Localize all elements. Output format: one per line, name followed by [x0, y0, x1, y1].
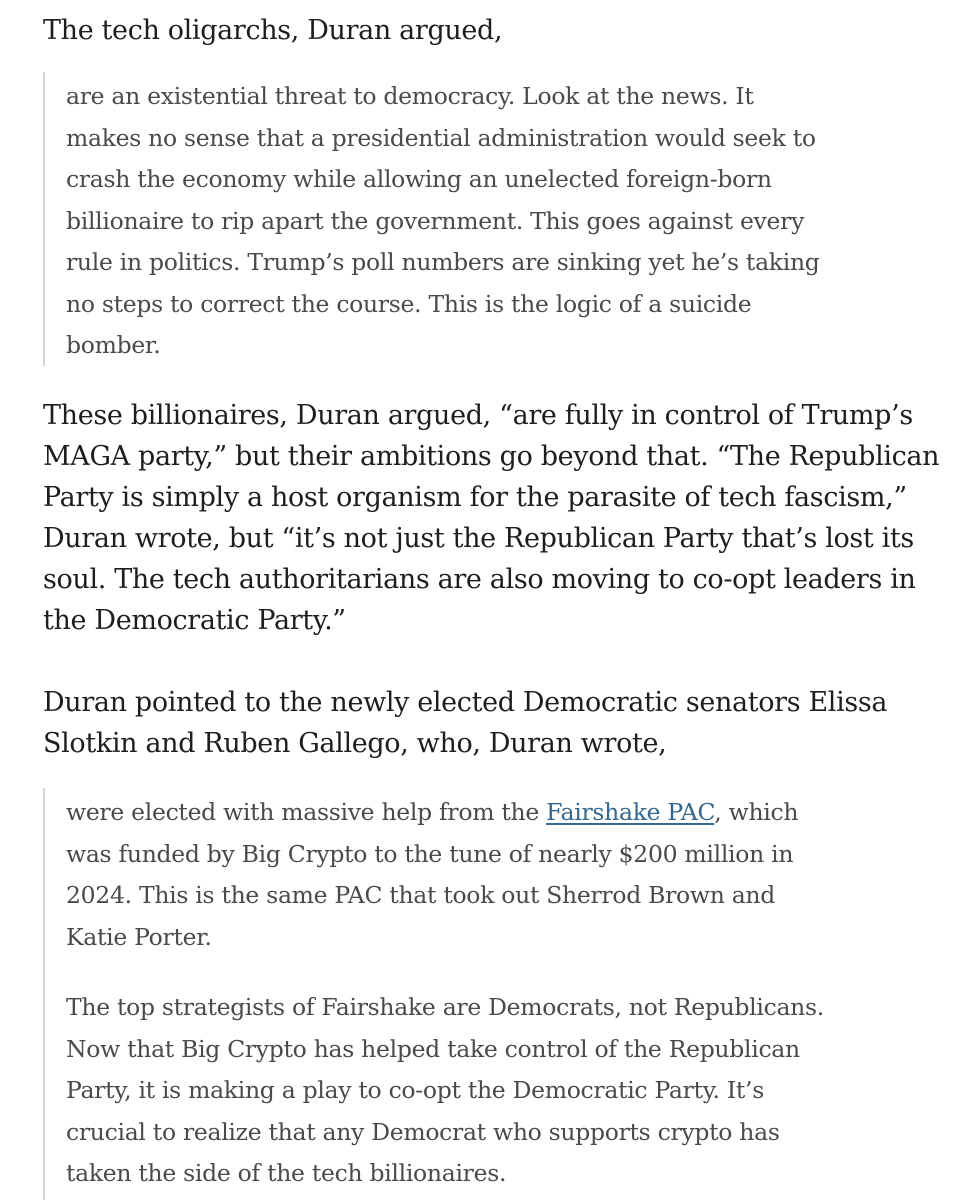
text-line: These billionaires, Duran argued, “are fully in control of Trump’s — [43, 400, 913, 431]
blockquote-fairshake — [66, 792, 798, 958]
paragraph-billionaires — [43, 395, 939, 641]
quote-line: crucial to realize that any Democrat who supports crypto has — [66, 1117, 780, 1146]
text-line: the Democratic Party.” — [43, 605, 346, 636]
text-line: The tech oligarchs, Duran argued, — [43, 15, 503, 46]
quote-text: , which — [714, 798, 799, 826]
quote-line: no steps to correct the course. This is the logic of a suicide — [66, 289, 752, 318]
blockquote-strategists — [66, 987, 824, 1195]
quote-line: was funded by Big Crypto to the tune of nearly $200 million in — [66, 839, 794, 868]
text-line: MAGA party,” but their ambitions go beyond that. “The Republican — [43, 441, 940, 472]
quote-line: rule in politics. Trump’s poll numbers are sinking yet he’s taking — [66, 248, 820, 276]
quote-line: 2024. This is the same PAC that took out Sherrod Brown and — [66, 881, 775, 909]
quote-line: crash the economy while allowing an unelected foreign-born — [66, 165, 772, 193]
text-line: Duran wrote, but “it’s not just the Republican Party that’s lost its — [43, 523, 914, 554]
quote-line: bomber. — [66, 331, 161, 359]
quote-line: taken the side of the tech billionaires. — [66, 1159, 507, 1187]
paragraph-intro — [43, 10, 502, 51]
paragraph-senators — [43, 682, 887, 764]
text-line: Duran pointed to the newly elected Democratic senators Elissa — [43, 687, 888, 718]
quote-line: Party, it is making a play to co-opt the Democratic Party. It’s — [66, 1076, 764, 1104]
blockquote-rule — [43, 72, 45, 366]
text-line: soul. The tech authoritarians are also moving to co-opt leaders in — [43, 564, 916, 595]
blockquote-oligarchs — [66, 76, 820, 367]
fairshake-pac-link[interactable]: Fairshake PAC — [546, 798, 715, 826]
quote-line: makes no sense that a presidential administration would seek to — [66, 123, 816, 152]
quote-line: are an existential threat to democracy. Look at the news. It — [66, 82, 754, 110]
blockquote-rule — [43, 788, 45, 1200]
quote-text: were elected with massive help from the — [66, 798, 547, 826]
text-line: Slotkin and Ruben Gallego, who, Duran wrote, — [43, 728, 667, 759]
quote-line: The top strategists of Fairshake are Democrats, not Republicans. — [66, 993, 824, 1021]
text-line: Party is simply a host organism for the parasite of tech fascism,” — [43, 482, 907, 513]
quote-line — [66, 792, 798, 834]
quote-line: billionaire to rip apart the government. This goes against every — [66, 206, 805, 235]
quote-line: Katie Porter. — [66, 922, 212, 951]
quote-line: Now that Big Crypto has helped take control of the Republican — [66, 1034, 800, 1063]
